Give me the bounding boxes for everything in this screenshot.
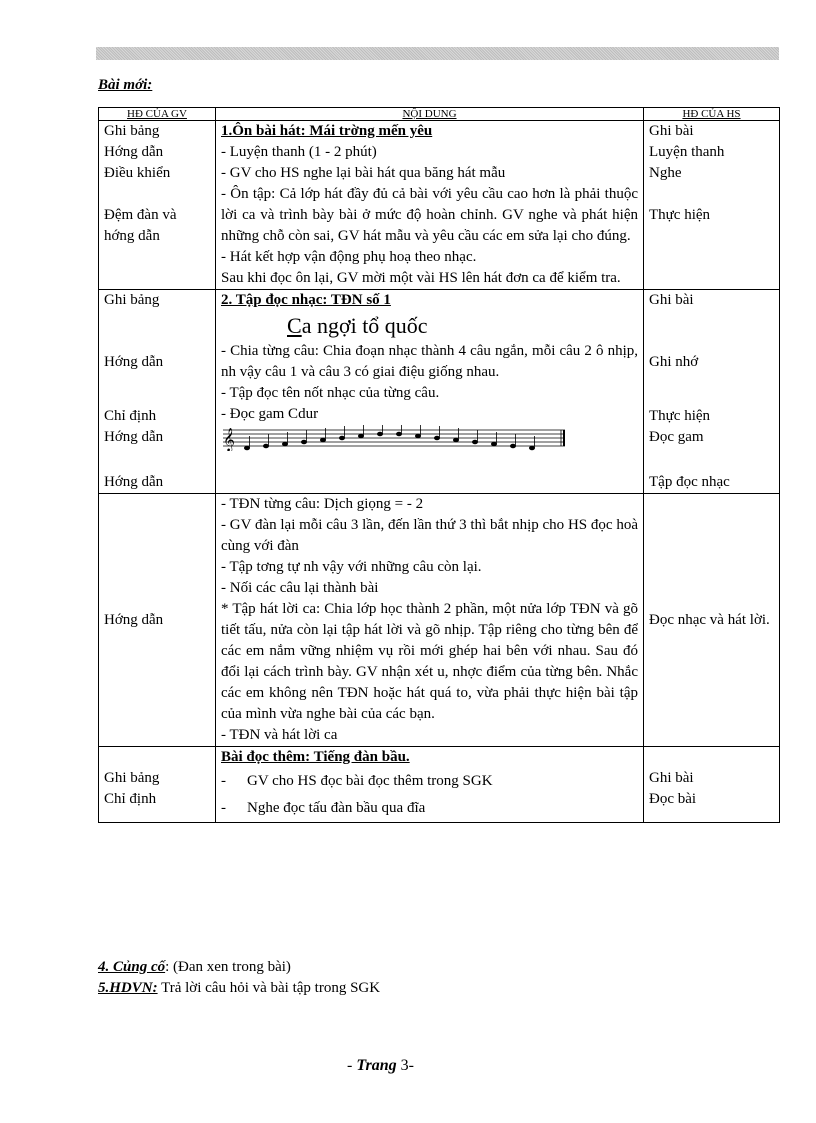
note-head bbox=[472, 440, 477, 444]
note-head bbox=[301, 440, 306, 444]
table-row bbox=[99, 121, 780, 290]
content-line: - Ôn tập: Cả lớp hát đầy đủ cả bài với yêu cầu cao hơn là phải thuộc lời ca và trình bày bài ở mức độ hoàn chỉnh. GV nghe và phát hiện những chỗ còn sai, GV hát mẫu và yêu cầu các em sửa lại cho đúng. bbox=[221, 186, 638, 244]
gv-line: Ghi bảng bbox=[104, 770, 160, 786]
hs-line: Đọc nhạc và hát lời. bbox=[649, 611, 770, 628]
note-head bbox=[320, 438, 325, 442]
footer-line-consolidation: 4. Củng cố: (Đan xen trong bài) bbox=[98, 959, 291, 975]
note-head bbox=[339, 436, 344, 440]
note-head bbox=[358, 434, 363, 438]
content-line: - Tập tơng tự nh vậy với những câu còn lại. bbox=[221, 559, 482, 575]
col-header-content: NỘI DUNG bbox=[216, 108, 644, 121]
gv-cell bbox=[99, 121, 216, 290]
content-line: * Tập hát lời ca: Chia lớp học thành 2 phần, một nửa lớp TĐN và gõ tiết tấu, nửa còn lại tập hát lời và gõ nhịp. Tập riêng cho từng bên để các em nắm vững nhiệm vụ rồi mới ghép hai bên với nhau. Sau đó đổi lại cách trình bày. GV nhận xét u, nhợc điểm của từng bên. Nhắc các em không nên TĐN hoặc hát quá to, vừa phải thực hiện bài tập của mình vừa nghe bài của các bạn. bbox=[221, 601, 638, 722]
treble-clef-icon: 𝄞 bbox=[223, 427, 235, 451]
hs-line: Ghi bài bbox=[649, 770, 694, 786]
gv-line: Chỉ định bbox=[104, 791, 157, 807]
content-line: - Chia từng câu: Chia đoạn nhạc thành 4 câu ngắn, mỗi câu 2 ô nhịp, nh vậy câu 1 và câu 3 có giai điệu giống nhau. bbox=[221, 343, 638, 380]
hs-cell bbox=[644, 494, 780, 747]
note-head bbox=[396, 432, 401, 436]
hs-line: Ghi bài bbox=[649, 123, 694, 139]
music-staff-image bbox=[221, 425, 567, 451]
note-head bbox=[453, 438, 458, 442]
footer-line-homework: 5.HDVN: Trả lời câu hỏi và bài tập trong SGK bbox=[98, 980, 381, 996]
content-line: Sau khi đọc ôn lại, GV mời một vài HS lên hát đơn ca để kiểm tra. bbox=[221, 270, 621, 286]
content-line: - Luyện thanh (1 - 2 phút) bbox=[221, 144, 377, 160]
hs-line: Thực hiện bbox=[649, 207, 711, 223]
content-cell bbox=[216, 121, 644, 290]
section-heading: Bài mới: bbox=[98, 77, 153, 93]
hs-cell bbox=[644, 747, 780, 823]
gv-cell bbox=[99, 494, 216, 747]
gv-cell bbox=[99, 747, 216, 823]
content-cell bbox=[216, 494, 644, 747]
col-header-gv: HĐ CỦA GV bbox=[99, 108, 216, 121]
table-row bbox=[99, 747, 780, 823]
section-title: Bài đọc thêm: Tiếng đàn bầu. bbox=[221, 749, 410, 765]
gv-line: Đệm đàn và bbox=[104, 207, 177, 223]
hs-line: Tập đọc nhạc bbox=[649, 474, 730, 490]
hs-line: Nghe bbox=[649, 165, 682, 181]
table-row bbox=[99, 290, 780, 494]
gv-line: Hớng dẫn bbox=[104, 474, 164, 490]
gv-cell bbox=[99, 290, 216, 494]
note-head bbox=[415, 434, 420, 438]
content-line: - GV cho HS nghe lại bài hát qua băng hát mẫu bbox=[221, 165, 506, 181]
hs-line: Đọc bài bbox=[649, 791, 697, 807]
list-item: - Nghe đọc tấu đàn bầu qua đĩa bbox=[221, 800, 426, 816]
list-item: - GV cho HS đọc bài đọc thêm trong SGK bbox=[221, 773, 493, 789]
gv-line: Điều khiển bbox=[104, 165, 171, 181]
content-line: - Nối các câu lại thành bài bbox=[221, 580, 379, 596]
lesson-table bbox=[98, 107, 780, 823]
hs-line: Ghi nhớ bbox=[649, 354, 699, 370]
col-header-hs: HĐ CỦA HS bbox=[644, 108, 780, 121]
note-head bbox=[244, 446, 249, 450]
note-head bbox=[434, 436, 439, 440]
gv-line: Ghi bảng bbox=[104, 292, 160, 308]
note-head bbox=[377, 432, 382, 436]
hs-line: Đọc gam bbox=[649, 429, 704, 445]
content-line: - TĐN và hát lời ca bbox=[221, 727, 338, 743]
section-title: 2. Tập đọc nhạc: TĐN số 1 bbox=[221, 292, 391, 308]
note-head bbox=[510, 444, 515, 448]
content-line: - Đọc gam Cdur bbox=[221, 406, 319, 422]
gv-line: Ghi bảng bbox=[104, 123, 160, 139]
page-number: - Trang 3- bbox=[347, 1057, 414, 1074]
content-cell bbox=[216, 747, 644, 823]
section-title: 1.Ôn bài hát: Mái trờng mến yêu bbox=[221, 123, 433, 139]
note-head bbox=[491, 442, 496, 446]
gv-line: Hớng dẫn bbox=[104, 611, 164, 628]
gv-line: Chỉ định bbox=[104, 408, 157, 424]
gv-line: Hớng dẫn bbox=[104, 429, 164, 445]
gv-line: Hớng dẫn bbox=[104, 354, 164, 370]
content-cell bbox=[216, 290, 644, 494]
hs-cell bbox=[644, 121, 780, 290]
note-head bbox=[529, 446, 534, 450]
note-head bbox=[282, 442, 287, 446]
gv-line: Hớng dẫn bbox=[104, 144, 164, 160]
content-line: - Hát kết hợp vận động phụ hoạ theo nhạc. bbox=[221, 249, 477, 265]
note-head bbox=[263, 444, 268, 448]
content-line: - GV đàn lại mỗi câu 3 lần, đến lần thứ 3 thì bắt nhịp cho HS đọc hoà cùng với đàn bbox=[221, 517, 638, 554]
song-title: Ca ngợi tổ quốc bbox=[287, 313, 428, 338]
table-header-row bbox=[99, 108, 780, 121]
table-row bbox=[99, 494, 780, 747]
gv-line: hớng dẫn bbox=[104, 228, 160, 244]
hs-line: Ghi bài bbox=[649, 292, 694, 308]
hs-cell bbox=[644, 290, 780, 494]
content-line: - TĐN từng câu: Dịch giọng = - 2 bbox=[221, 496, 424, 512]
content-line: - Tập đọc tên nốt nhạc của từng câu. bbox=[221, 385, 440, 401]
hs-line: Luyện thanh bbox=[649, 144, 725, 160]
hs-line: Thực hiện bbox=[649, 408, 711, 424]
top-banner-bar bbox=[96, 47, 779, 60]
